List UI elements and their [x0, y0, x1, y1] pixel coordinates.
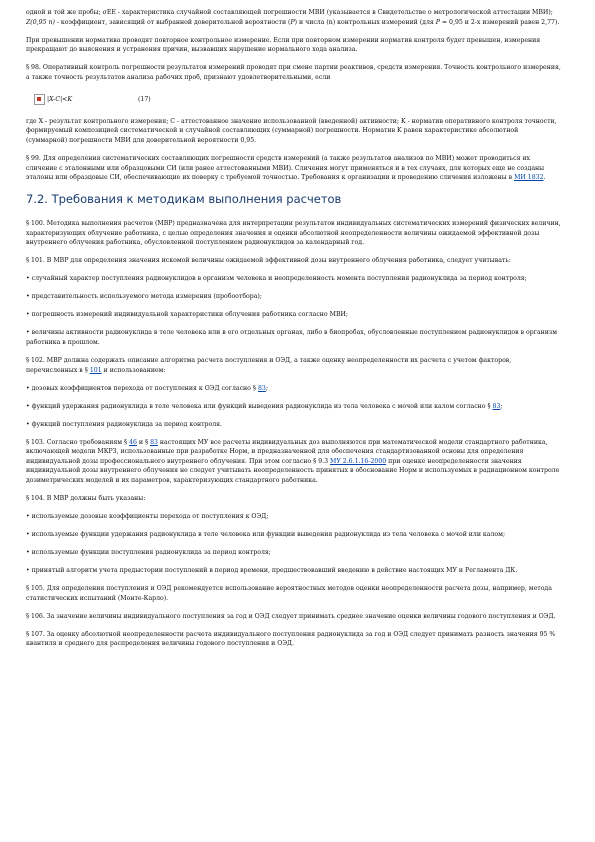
- text-italic: P: [435, 18, 440, 26]
- document-page: [26, 8, 561, 657]
- formula-17: [26, 91, 561, 109]
- link-mi-1832[interactable]: МИ 1832: [514, 174, 544, 182]
- text: § 99. Для определения систематических составляющих погрешности средств измерений (а также результатов анализов по МВИ) может проводиться их сличение с эталонными или образцовыми СИ (или ранее аттестованными МВИ). Сличения могут применяться и в тех случаях, для которых еще не созданы эталоны или образцовые СИ, обеспечивающие их поверку с требуемой точностью. Требования к организации и проведению сличения изложены в: [26, 155, 545, 182]
- section-heading: 7.2. Требования к методикам выполнения расчетов: [26, 192, 342, 207]
- link-section-83[interactable]: 83: [257, 384, 266, 392]
- paragraph-101: § 101. В МВР для определения значения искомой величины ожидаемой эффективной дозы внутреннего облучения работника, следует учитывать:: [26, 257, 511, 265]
- formula-number: (17): [138, 96, 151, 104]
- text-italic: P: [290, 18, 295, 26]
- list-item: • погрешность измерений индивидуальной характеристики облучения работника согласно МВИ;: [26, 310, 561, 320]
- paragraph-repeat-measurement: При превышении норматива проводят повторное контрольное измерение. Если при повторном измерении норматив контроля будет превышен, измерения прекращают до выяснения и устранения причин, вызвавших нарушение нормального хода анализа.: [26, 36, 541, 54]
- text: и использованием:: [101, 366, 166, 374]
- paragraph-where: где X - результат контрольного измерения; C - аттестованное значение использованной (введенной) активности; K - норматив оперативного контроля точности, формируемый композицией систематической и случайной составляющих (суммарной) погрешности. Норматив K равен характеристике абсолютной (суммарной) погрешности МВИ для доверительной вероятности 0,95.: [26, 117, 557, 145]
- list-item: • используемые дозовые коэффициенты перехода от поступления к ОЭД;: [26, 512, 561, 522]
- paragraph-104: § 104. В МВР должны быть указаны:: [26, 494, 146, 502]
- list-item: • случайный характер поступления радионуклидов в организм человека и неопределенность момента поступления радионуклида за период контроля;: [26, 274, 561, 284]
- list-item: • величины активности радионуклида в теле человека или в его отдельных органах, либо в биопробах, обусловленные поступлением радионуклидов в организм работника в прошлом.: [26, 328, 561, 347]
- paragraph-102: [26, 356, 561, 375]
- text: одной и той же пробы;: [26, 9, 103, 16]
- text: = 0,95 и 2-х измерений равен 2,77).: [439, 18, 560, 26]
- list-item: • используемые функции удержания радионуклида в теле человека или функции выведения радионуклида из тела человека с мочой или калом;: [26, 530, 561, 540]
- text: § 102. МВР должна содержать описание алгоритма расчета поступления и ОЭД, а также оценку неопределенности их расчета с учетом факторов, перечисленных в §: [26, 356, 512, 374]
- broken-image-icon: [34, 94, 45, 105]
- list-item: • принятый алгоритм учета предыстории поступлений в период времени, предшествовавший введению в действие настоящих МУ и Регламента ДК.: [26, 566, 561, 576]
- paragraph-105: § 105. Для определения поступления и ОЭД рекомендуется использование вероятностных методов оценки неопределенности расчета дозы, например, метода статистических испытаний (Монте-Карло).: [26, 584, 552, 602]
- paragraph-99: [26, 154, 561, 183]
- paragraph-intro: [26, 8, 561, 27]
- text: ) и числа (n) контрольных измерений (для: [294, 18, 436, 26]
- text: и §: [136, 438, 151, 446]
- text: ;: [265, 384, 268, 392]
- text: .: [543, 174, 546, 182]
- paragraph-106: § 106. За значение величины индивидуального поступления за год и ОЭД следует принимать среднее значение оценки величины годового поступления и ОЭД.: [26, 612, 556, 620]
- text: дозовых коэффициентов перехода от поступления к ОЭД согласно §: [31, 384, 258, 392]
- text: настоящих МУ все расчеты индивидуальных доз выполняются при математической модели стандартного работника, включающей модели МКРЗ, использованные при разработке Норм, и предназначенной для обеспечения стандартизованной основы для определения индивидуальной дозы профессионального внутреннего облучения. При этом согласно § 9.3: [26, 438, 548, 465]
- link-section-83[interactable]: 83: [492, 402, 501, 410]
- list-item: • представительность используемого метода измерения (пробоотбора);: [26, 292, 561, 302]
- link-section-101[interactable]: 101: [89, 366, 102, 374]
- paragraph-107: § 107. За оценку абсолютной неопределенности расчета индивидуального поступления радионуклида за год и ОЭД следует принимать разность значения 95 % квантиля и среднего для распределения величины годового поступления и ОЭД.: [26, 630, 556, 648]
- text: § 103. Согласно требованиям §: [26, 438, 130, 446]
- link-section-83[interactable]: 83: [150, 438, 158, 446]
- link-section-46[interactable]: 46: [129, 438, 137, 446]
- formula-text: |X-C|<K: [47, 96, 72, 104]
- text: функций удержания радионуклида в теле человека или функций выведения радионуклида из тела человека с мочой или калом согласно §: [31, 402, 493, 410]
- text: - коэффициент, зависящий от выбранной доверительной вероятности (: [54, 18, 291, 26]
- text-italic: σ: [102, 9, 107, 16]
- paragraph-103: [26, 438, 561, 486]
- list-item: • используемые функции поступления радионуклида за период контроля;: [26, 548, 561, 558]
- list-item: [26, 402, 561, 412]
- list-item: [26, 384, 561, 394]
- text: при оценке неопределенности значения индивидуальной дозы внутреннего облучения не следует учитывать неопределенность принятых в обоснование Норм и используемых в радиационном контроле дозиметрических моделей и их параметров, характеризующих стандартного работника.: [26, 457, 560, 484]
- text: ;: [500, 402, 503, 410]
- paragraph-98: § 98. Оперативный контроль погрешности результатов измерений проводят при смене партии реактивов, средств измерения. Точность контрольного измерения, а также точность результатов анализа рабочих проб, признают удовлетворительными, если: [26, 64, 561, 81]
- link-mu-2-6-1-16-2000[interactable]: МУ 2.6.1.16-2000: [330, 457, 387, 465]
- paragraph-100: § 100. Методика выполнения расчетов (МВР) предназначена для интерпретации результатов индивидуальных систематических измерений физических величин, характеризующих облучение работника, с целью определения значения и оценки абсолютной неопределенности величины ожидаемой эффективной дозы внутреннего облучения работника, обусловленной поступлением радионуклидов за календарный год.: [26, 220, 561, 247]
- text-italic: Z(0,95 n): [26, 18, 55, 26]
- list-item: • функций поступления радионуклида за период контроля.: [26, 420, 561, 430]
- text: ЕЕ - характеристика случайной составляющей погрешности МВИ (указывается в Свидетельстве о метрологической аттестации МВИ);: [106, 9, 553, 16]
